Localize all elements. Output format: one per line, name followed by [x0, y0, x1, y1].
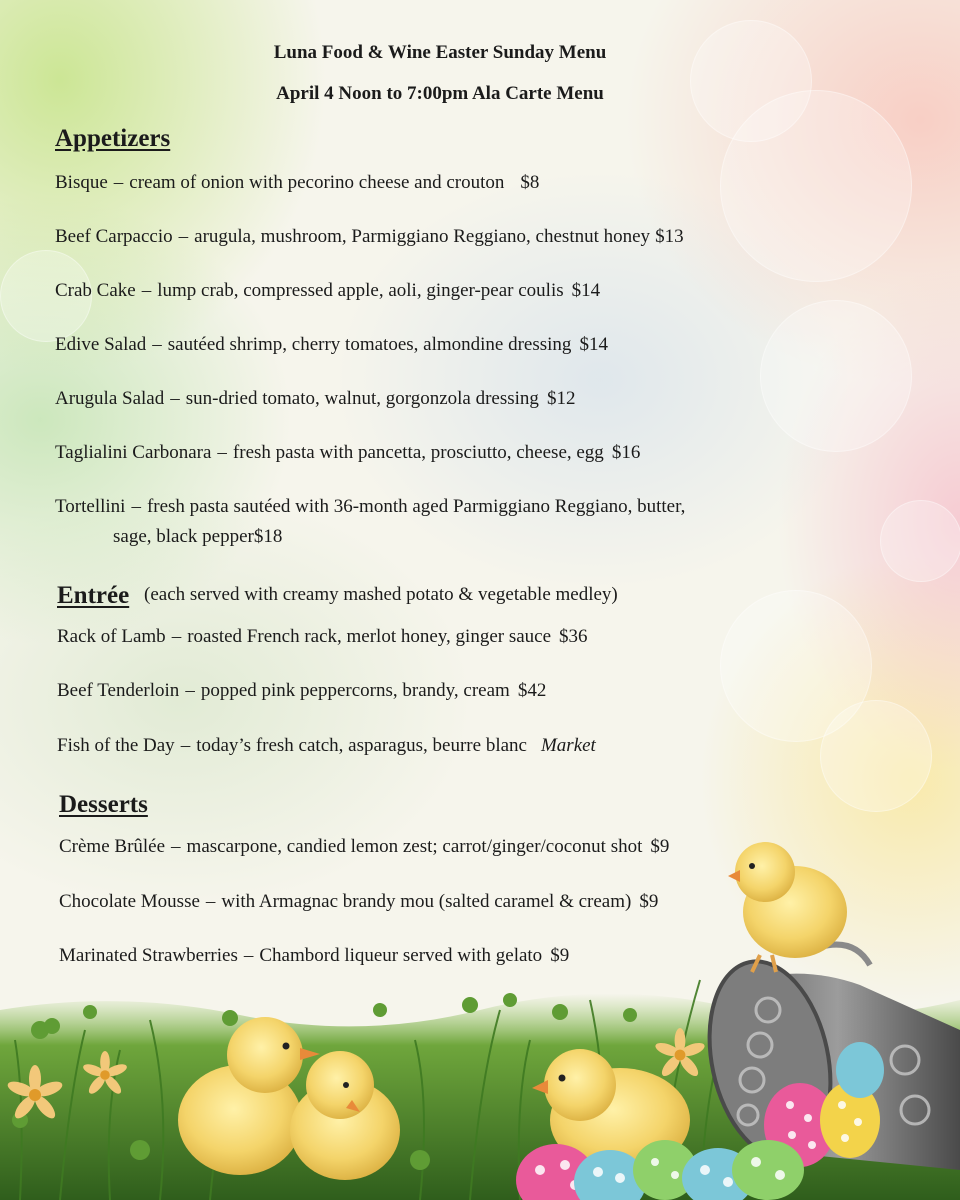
chick-icon — [178, 1017, 320, 1175]
item-price: $36 — [559, 626, 588, 647]
item-price: Market — [540, 735, 596, 756]
item-price: $14 — [579, 334, 608, 355]
clover-leaves — [12, 993, 637, 1170]
easter-egg-icon — [682, 1148, 754, 1200]
separator: – — [170, 388, 180, 409]
item-name: Crème Brûlée — [59, 836, 166, 857]
menu-item-fish-of-the-day — [57, 735, 596, 757]
item-desc: fresh pasta with pancetta, prosciutto, cheese, egg — [232, 442, 604, 463]
item-name: Crab Cake — [55, 280, 136, 301]
item-desc: sautéed shrimp, cherry tomatoes, almondine dressing — [167, 334, 572, 355]
item-price: $9 — [639, 891, 659, 912]
easter-egg-icon — [836, 1042, 884, 1098]
separator: – — [185, 680, 195, 701]
separator: – — [205, 891, 216, 912]
menu-subtitle: April 4 Noon to 7:00pm Ala Carte Menu — [276, 83, 604, 104]
menu-item-bisque — [55, 172, 539, 194]
item-desc: with Armagnac brandy mou (salted caramel & cream) — [221, 891, 632, 912]
item-name: Tortellini — [55, 496, 126, 517]
grass-field — [0, 994, 960, 1200]
item-desc: fresh pasta sautéed with 36-month aged Parmiggiano Reggiano, butter, — [146, 496, 686, 517]
item-name: Beef Tenderloin — [57, 680, 180, 701]
item-name: Fish of the Day — [57, 735, 175, 756]
easter-egg-icon — [633, 1140, 697, 1200]
item-name: Rack of Lamb — [57, 626, 166, 647]
item-desc: sun-dried tomato, walnut, gorgonzola dressing — [185, 388, 539, 409]
separator: – — [178, 226, 189, 247]
easter-egg-icon — [516, 1144, 596, 1200]
menu-item-arugula-salad — [55, 388, 575, 410]
item-desc: Chambord liqueur served with gelato — [259, 945, 543, 966]
item-name: Beef Carpaccio — [55, 226, 173, 247]
menu-item-beef-tenderloin — [57, 680, 546, 702]
item-price: $18 — [253, 526, 283, 547]
item-price: $9 — [550, 945, 570, 966]
chick-icon — [728, 842, 847, 972]
item-desc: mascarpone, candied lemon zest; carrot/ginger/coconut shot — [186, 836, 643, 857]
item-price: $13 — [655, 226, 684, 247]
bokeh-circle — [880, 500, 960, 582]
bokeh-circle — [820, 700, 932, 812]
item-desc: lump crab, compressed apple, aoli, ginger-pear coulis — [157, 280, 564, 301]
menu-item-tortellini — [55, 496, 685, 518]
chick-icon — [532, 1049, 690, 1172]
item-price: $8 — [520, 172, 540, 193]
menu-item-taglialini-carbonara — [55, 442, 640, 464]
item-desc: arugula, mushroom, Parmiggiano Reggiano, chestnut honey — [194, 226, 651, 247]
entree-heading-label: Entrée — [57, 582, 130, 609]
daisy-icon — [82, 1051, 129, 1096]
item-name: Bisque — [55, 172, 108, 193]
item-price: $9 — [650, 836, 670, 857]
menu-item-chocolate-mousse — [59, 891, 658, 913]
item-name: Edive Salad — [55, 334, 147, 355]
menu-item-rack-of-lamb — [57, 626, 588, 648]
grass-blades — [15, 980, 720, 1200]
easter-egg-icon — [764, 1083, 836, 1167]
separator: – — [243, 945, 254, 966]
daisy-icon — [6, 1065, 64, 1122]
item-name: Arugula Salad — [55, 388, 165, 409]
easter-egg-icon — [820, 1082, 880, 1158]
item-name: Marinated Strawberries — [59, 945, 238, 966]
separator: – — [113, 172, 124, 193]
entree-heading — [57, 582, 129, 610]
separator: – — [131, 496, 141, 517]
separator: – — [171, 626, 182, 647]
separator: – — [171, 836, 181, 857]
item-name: Taglialini Carbonara — [55, 442, 212, 463]
menu-item-beef-carpaccio — [55, 226, 684, 248]
bokeh-circle — [760, 300, 912, 452]
item-desc: roasted French rack, merlot honey, ginger sauce — [187, 626, 552, 647]
metal-bucket-icon — [692, 945, 960, 1170]
separator: – — [217, 442, 227, 463]
easter-egg-icon — [732, 1140, 804, 1200]
daisy-icon — [654, 1028, 707, 1079]
separator: – — [180, 735, 191, 756]
item-price: $14 — [571, 280, 601, 301]
entree-note: (each served with creamy mashed potato & vegetable medley) — [144, 584, 618, 605]
item-name: Chocolate Mousse — [59, 891, 200, 912]
desserts-heading: Desserts — [59, 791, 148, 818]
item-desc: popped pink peppercorns, brandy, cream — [200, 680, 510, 701]
menu-item-edive-salad — [55, 334, 608, 356]
menu-title: Luna Food & Wine Easter Sunday Menu — [273, 42, 607, 63]
item-desc: sage, black pepper — [113, 526, 254, 547]
menu-item-creme-brulee — [59, 836, 669, 858]
menu-item-crab-cake — [55, 280, 600, 302]
menu-item-marinated-strawberries — [59, 945, 569, 967]
separator: – — [141, 280, 152, 301]
item-price: $42 — [517, 680, 547, 701]
easter-egg-icon — [574, 1150, 646, 1200]
item-price: $12 — [546, 388, 576, 409]
item-desc: today’s fresh catch, asparagus, beurre blanc — [196, 735, 527, 756]
separator: – — [152, 334, 162, 355]
appetizers-heading: Appetizers — [55, 125, 171, 152]
bokeh-circle — [720, 90, 912, 282]
item-desc: cream of onion with pecorino cheese and crouton — [129, 172, 505, 193]
chick-icon — [290, 1051, 400, 1180]
item-price: $16 — [611, 442, 641, 463]
menu-item-tortellini-continued — [113, 526, 282, 548]
